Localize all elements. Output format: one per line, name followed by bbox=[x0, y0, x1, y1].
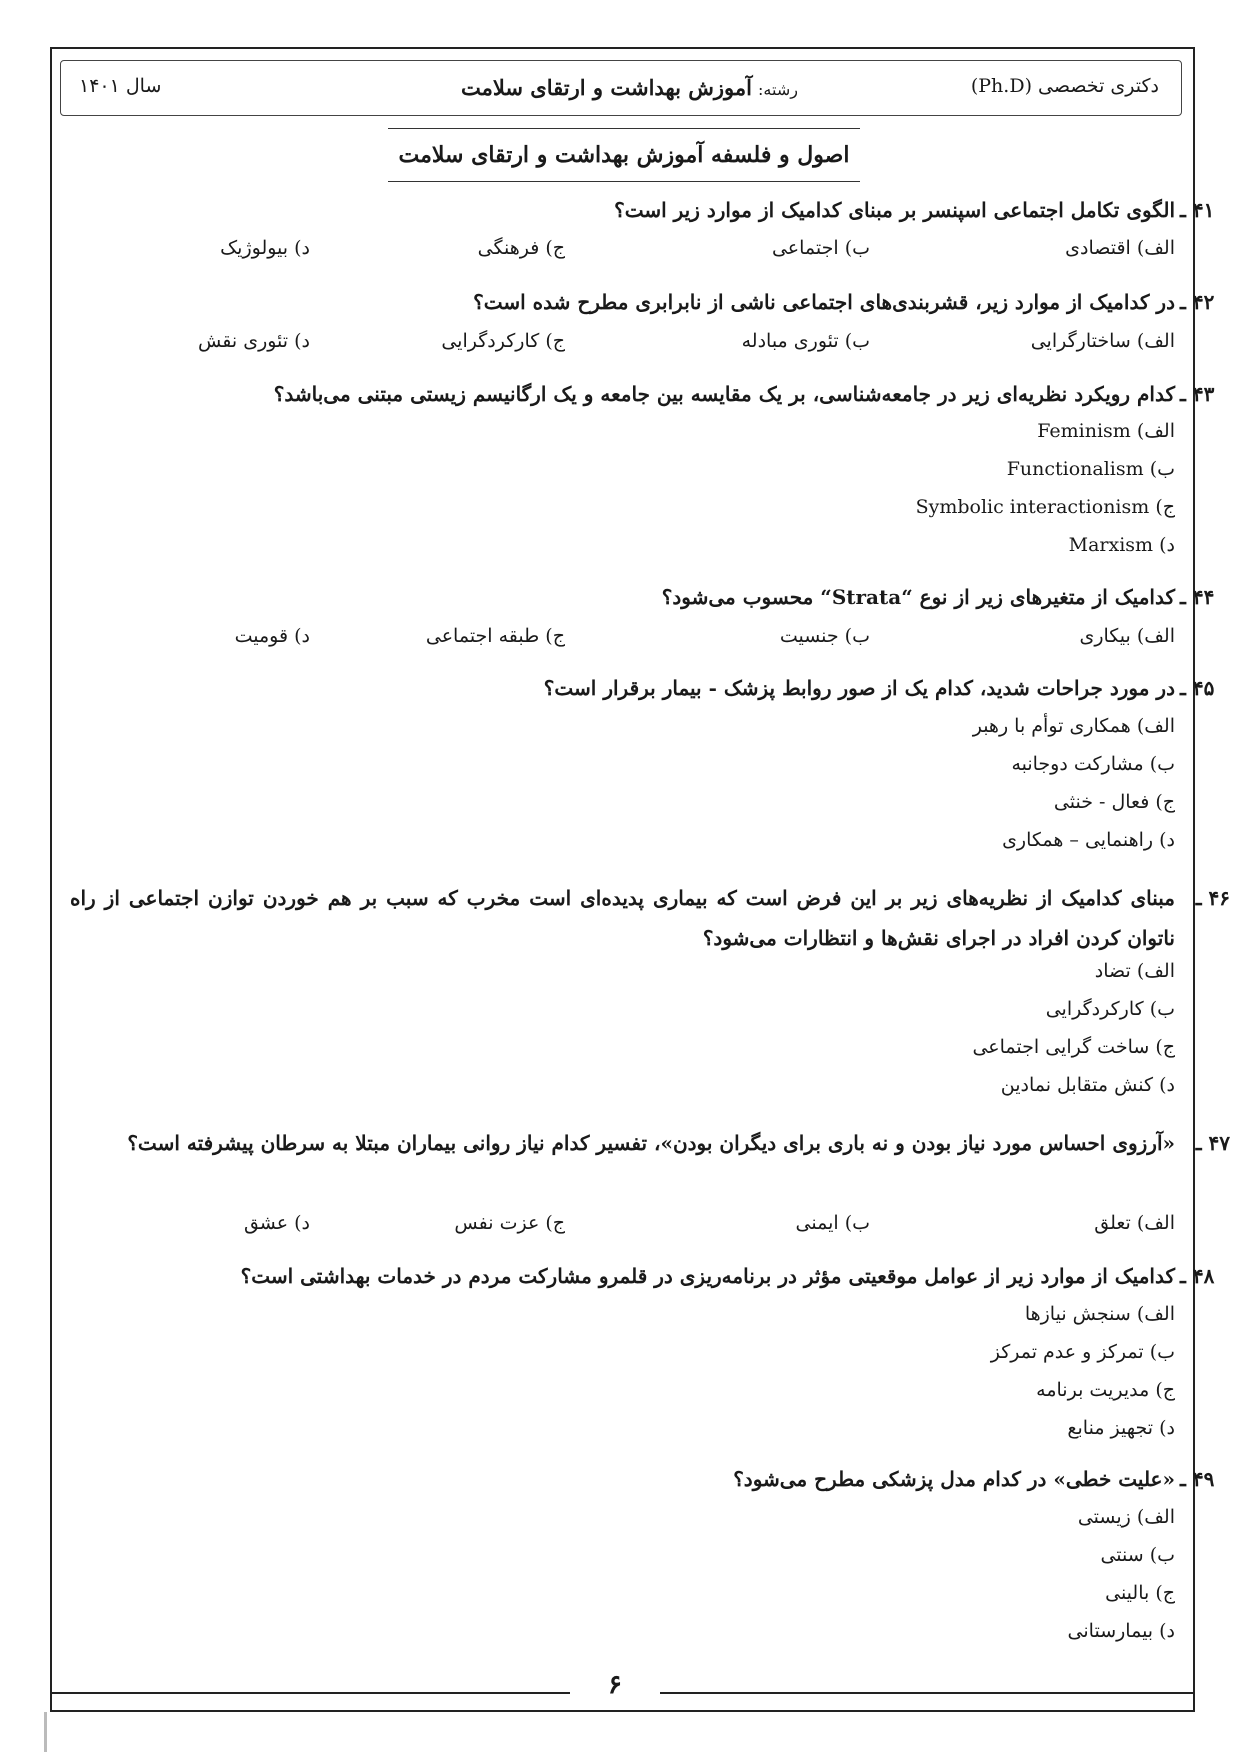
option-b[interactable]: ب) ایمنی bbox=[795, 1212, 870, 1234]
question-number: ۴۶ ـ bbox=[1195, 886, 1230, 910]
option-d[interactable]: د) تئوری نقش bbox=[198, 330, 310, 352]
option-c[interactable]: ج) طبقه اجتماعی bbox=[425, 625, 565, 647]
option-b[interactable]: ب) تئوری مبادله bbox=[741, 330, 870, 352]
footer-rule-left bbox=[50, 1692, 570, 1694]
question-47 bbox=[70, 1123, 1230, 1163]
option-c[interactable]: ج) عزت نفس bbox=[454, 1212, 565, 1234]
field-title bbox=[461, 75, 798, 100]
option-d[interactable]: د) راهنمایی – همکاری bbox=[1002, 829, 1175, 851]
option-b[interactable]: ب) جنسیت bbox=[779, 625, 870, 647]
question-text: کدام رویکرد نظریه‌ای زیر در جامعه‌شناسی، بر یک مقایسه بین جامعه و یک ارگانیسم زیستی مبتنی می‌باشد؟ bbox=[273, 382, 1175, 406]
option-b[interactable]: ب) مشارکت دوجانبه bbox=[1011, 753, 1175, 775]
page-number: ۶ bbox=[608, 1670, 622, 1700]
option-d[interactable]: د) عشق bbox=[243, 1212, 310, 1234]
field-label: رشته: bbox=[758, 80, 798, 99]
question-41 bbox=[614, 198, 1215, 222]
option-c[interactable]: ج) ساخت گرایی اجتماعی bbox=[972, 1036, 1175, 1058]
option-d[interactable]: د) بیولوژیک bbox=[220, 237, 310, 259]
option-a[interactable]: الف) ساختارگرایی bbox=[1030, 330, 1175, 352]
option-b[interactable]: ب) Functionalism bbox=[1006, 458, 1175, 480]
question-number: ۴۴ ـ bbox=[1180, 585, 1215, 609]
question-49 bbox=[733, 1467, 1215, 1491]
question-45 bbox=[543, 676, 1215, 700]
option-b[interactable]: ب) کارکردگرایی bbox=[1045, 998, 1175, 1020]
option-a[interactable]: الف) تعلق bbox=[1094, 1212, 1175, 1234]
option-d[interactable]: د) کنش متقابل نمادین bbox=[1000, 1074, 1175, 1096]
question-number: ۴۷ ـ bbox=[1195, 1131, 1230, 1155]
section-title: اصول و فلسفه آموزش بهداشت و ارتقای سلامت bbox=[388, 128, 860, 182]
option-a[interactable]: الف) بیکاری bbox=[1079, 625, 1175, 647]
question-text: الگوی تکامل اجتماعی اسپنسر بر مبنای کدامیک از موارد زیر است؟ bbox=[614, 198, 1175, 222]
question-42 bbox=[473, 290, 1215, 314]
options-41 bbox=[0, 237, 1245, 267]
question-number: ۴۸ ـ bbox=[1180, 1264, 1215, 1288]
option-b[interactable]: ب) تمرکز و عدم تمرکز bbox=[990, 1341, 1175, 1363]
footer-rule-right bbox=[660, 1692, 1195, 1694]
question-44 bbox=[661, 585, 1215, 609]
question-text: کدامیک از موارد زیر از عوامل موقعیتی مؤثر در برنامه‌ریزی در قلمرو مشارکت مردم در خدمات بهداشتی است؟ bbox=[240, 1264, 1175, 1288]
question-text: در مورد جراحات شدید، کدام یک از صور روابط پزشک - بیمار برقرار است؟ bbox=[543, 676, 1175, 700]
question-number: ۴۲ ـ bbox=[1180, 290, 1215, 314]
question-number: ۴۵ ـ bbox=[1180, 676, 1215, 700]
option-a[interactable]: الف) اقتصادی bbox=[1065, 237, 1175, 259]
option-a[interactable]: الف) زیستی bbox=[1077, 1506, 1175, 1528]
option-a[interactable]: الف) Feminism bbox=[1037, 420, 1175, 442]
margin-mark bbox=[44, 1712, 47, 1752]
options-44 bbox=[0, 625, 1245, 655]
option-c[interactable]: ج) مدیریت برنامه bbox=[1036, 1379, 1175, 1401]
option-c[interactable]: ج) فرهنگی bbox=[477, 237, 565, 259]
question-text: مبنای کدامیک از نظریه‌های زیر بر این فرض است که بیماری پدیده‌ای است مخرب که سبب بر هم خوردن توازن اجتماعی از راه ناتوان کردن افراد در اجرای نقش‌ها و انتظارات می‌شود؟ bbox=[70, 886, 1175, 950]
question-text: «علیت خطی» در کدام مدل پزشکی مطرح می‌شود؟ bbox=[733, 1467, 1175, 1491]
question-number: ۴۱ ـ bbox=[1180, 198, 1215, 222]
question-48 bbox=[240, 1264, 1215, 1288]
option-d[interactable]: د) بیمارستانی bbox=[1067, 1620, 1175, 1642]
option-c[interactable]: ج) کارکردگرایی bbox=[441, 330, 565, 352]
option-a[interactable]: الف) سنجش نیازها bbox=[1024, 1303, 1175, 1325]
option-a[interactable]: الف) همکاری توأم با رهبر bbox=[972, 715, 1175, 737]
question-46 bbox=[70, 878, 1230, 958]
option-c[interactable]: ج) بالینی bbox=[1105, 1582, 1175, 1604]
option-c[interactable]: ج) فعال - خنثی bbox=[1053, 791, 1175, 813]
question-number: ۴۹ ـ bbox=[1180, 1467, 1215, 1491]
options-47 bbox=[0, 1212, 1245, 1242]
question-text: کدامیک از متغیرهای زیر از نوع “Strata“ محسوب می‌شود؟ bbox=[661, 585, 1175, 609]
option-c[interactable]: ج) Symbolic interactionism bbox=[915, 496, 1175, 518]
option-d[interactable]: د) تجهیز منابع bbox=[1067, 1417, 1175, 1439]
option-b[interactable]: ب) اجتماعی bbox=[771, 237, 870, 259]
question-number: ۴۳ ـ bbox=[1180, 382, 1215, 406]
option-b[interactable]: ب) سنتی bbox=[1100, 1544, 1175, 1566]
exam-header bbox=[60, 60, 1182, 116]
option-a[interactable]: الف) تضاد bbox=[1094, 960, 1175, 982]
field-name: آموزش بهداشت و ارتقای سلامت bbox=[461, 75, 752, 100]
option-d[interactable]: د) قومیت bbox=[234, 625, 310, 647]
option-d[interactable]: د) Marxism bbox=[1068, 534, 1175, 556]
question-text: «آرزوی احساس مورد نیاز بودن و نه باری برای دیگران بودن»، تفسیر کدام نیاز روانی بیماران مبتلا به سرطان پیشرفته است؟ bbox=[127, 1131, 1175, 1155]
exam-year: سال ۱۴۰۱ bbox=[79, 75, 162, 97]
question-text: در کدامیک از موارد زیر، قشربندی‌های اجتماعی ناشی از نابرابری مطرح شده است؟ bbox=[473, 290, 1175, 314]
question-43 bbox=[273, 382, 1215, 406]
options-42 bbox=[0, 330, 1245, 360]
degree-label: دکتری تخصصی (Ph.D) bbox=[970, 75, 1159, 97]
